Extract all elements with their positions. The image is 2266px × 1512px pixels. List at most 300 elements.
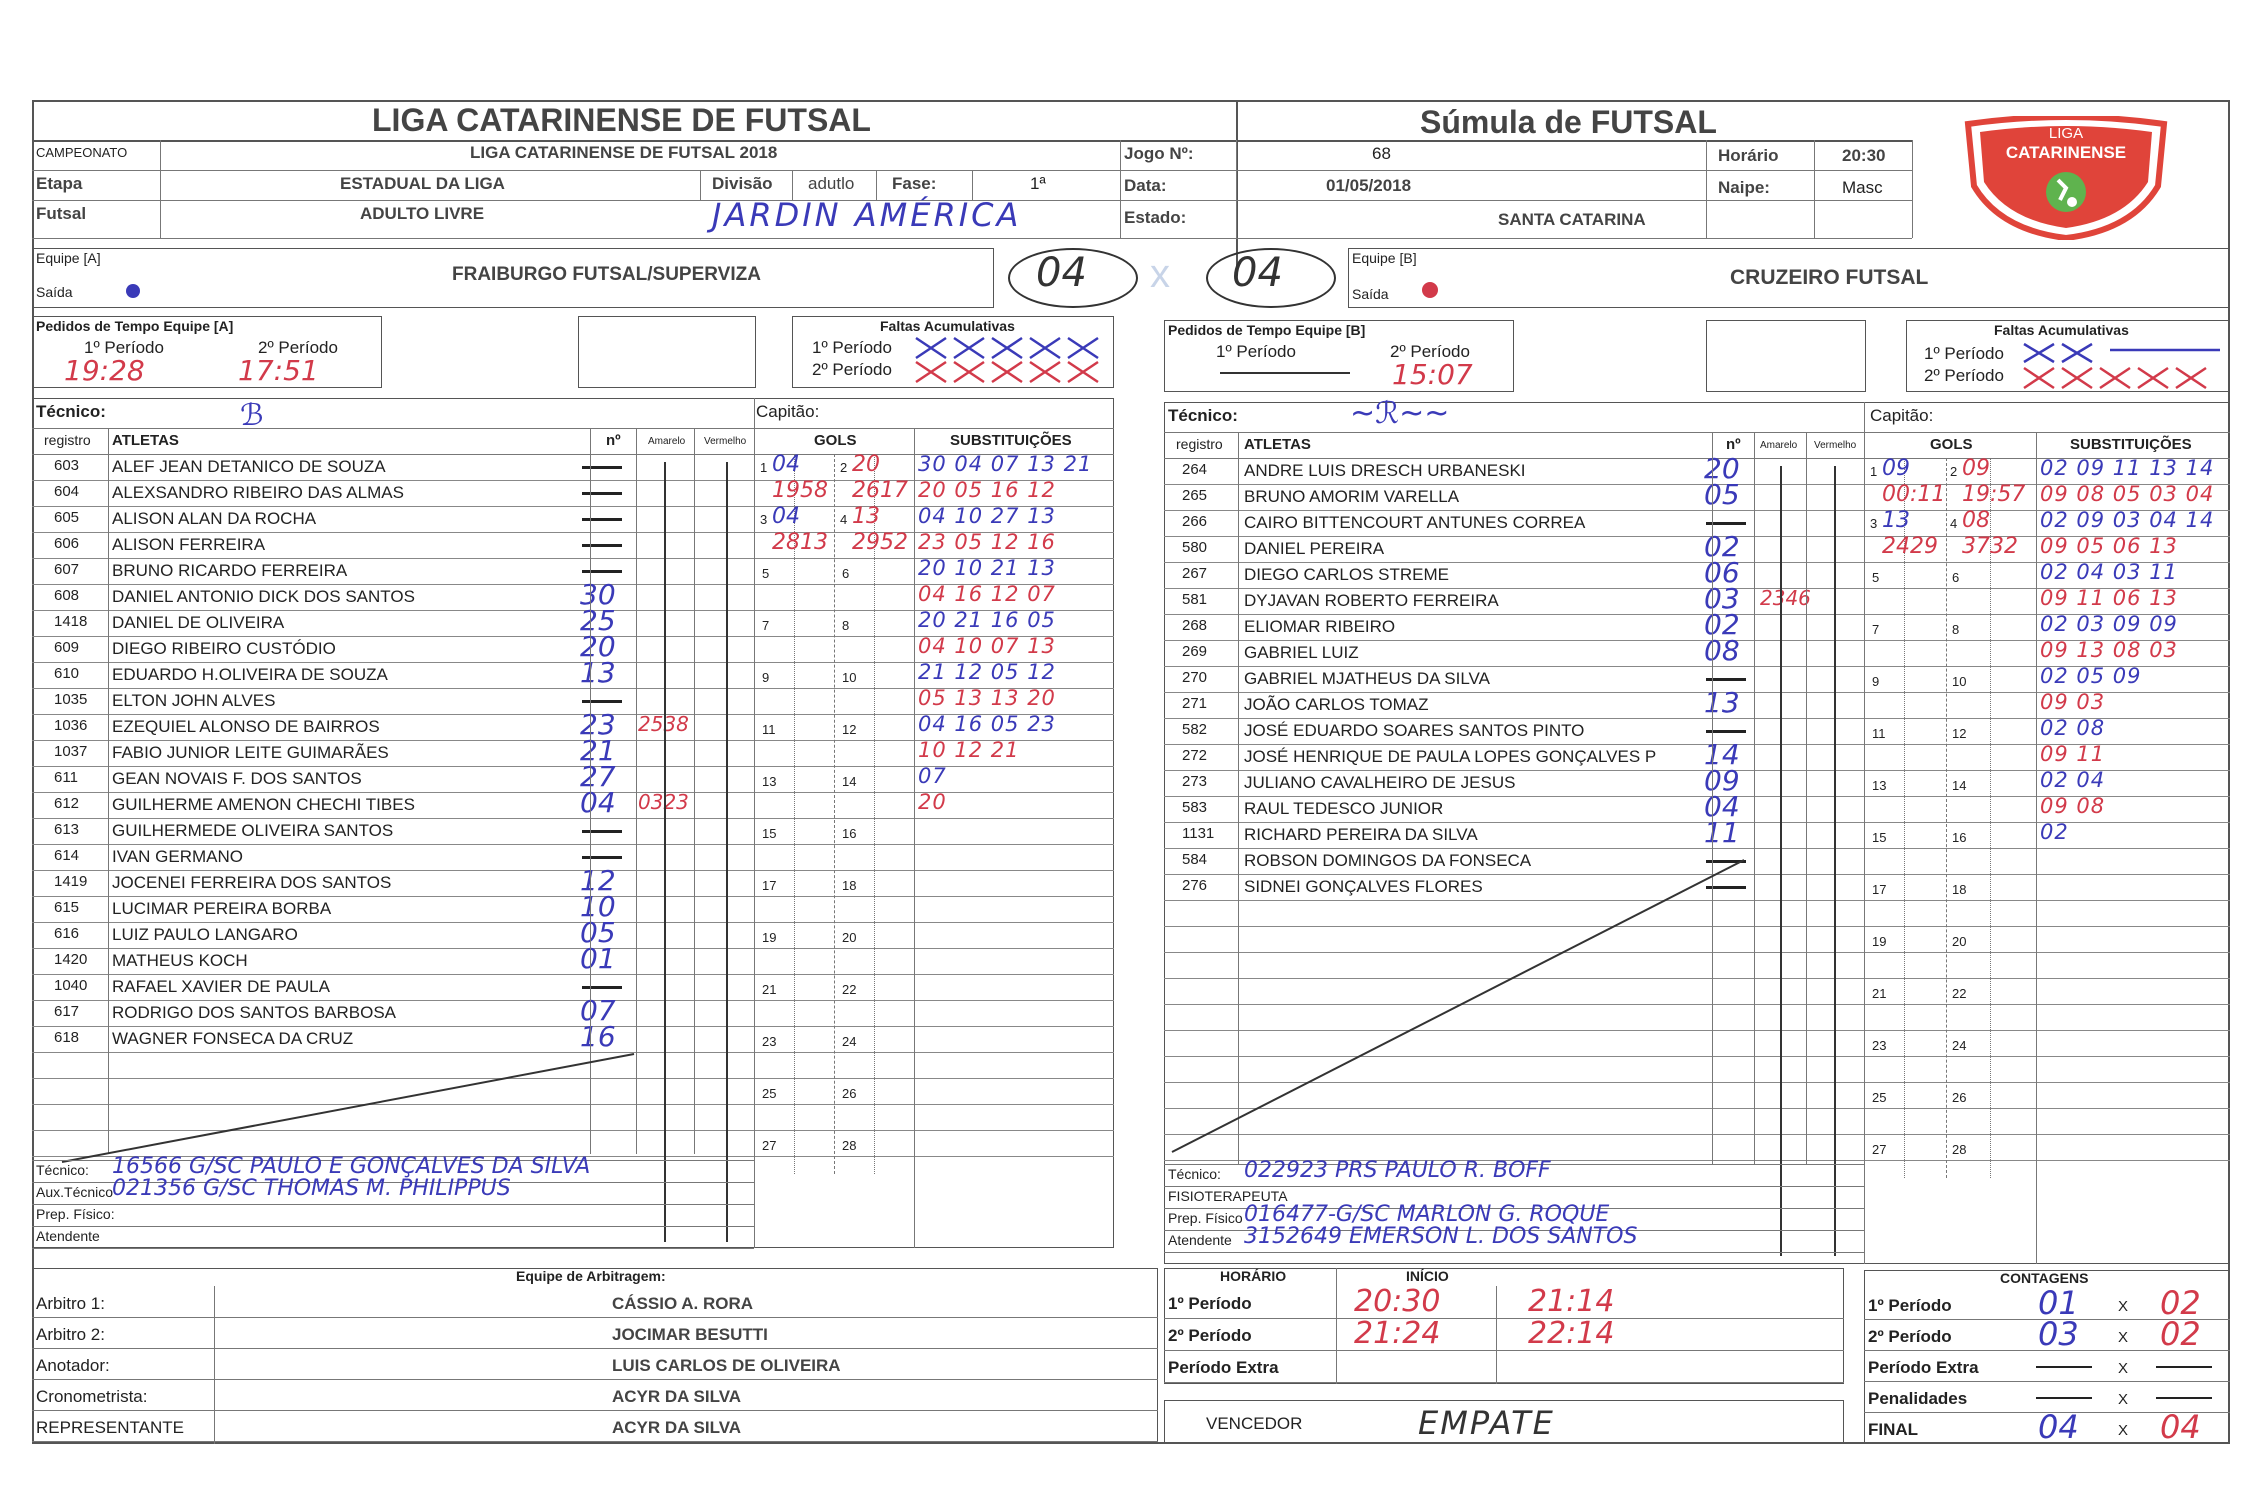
contagem-label: FINAL [1868, 1420, 1919, 1439]
score-separator: x [1150, 252, 1170, 296]
goal-slot-number: 16 [1952, 830, 1967, 845]
staff-value: 16566 G/SC PAULO E GONÇALVES DA SILVA [112, 1154, 591, 1179]
substitution-row: 09 03 [2040, 690, 2106, 714]
player-number: 07 [580, 994, 616, 1027]
period-label: Período Extra [1168, 1358, 1279, 1377]
goal-slot-number: 5 [1872, 570, 1880, 585]
horario-value: 20:30 [1842, 146, 1886, 165]
futsal-label: Futsal [36, 204, 87, 223]
player-number: 13 [580, 656, 616, 689]
goal-slot-number: 7 [762, 618, 770, 633]
goal-number: 4 [840, 512, 848, 527]
team-b-score: 04 [1232, 250, 1283, 296]
horario-title: HORÁRIO [1220, 1268, 1287, 1284]
player-name: GEAN NOVAIS F. DOS SANTOS [112, 769, 362, 788]
player-number: 27 [580, 760, 616, 793]
player-registro: 269 [1182, 643, 1208, 660]
goal-slot-number: 12 [842, 722, 857, 737]
horario-inicio-label: INÍCIO [1406, 1268, 1449, 1284]
substitution-row: 02 09 11 13 14 [2040, 456, 2215, 480]
team-b-tecnico-sign: ~ℛ~~ [1350, 396, 1450, 431]
team-b-col-vermelho: Vermelho [1814, 440, 1857, 451]
goal-slot-number: 11 [762, 722, 776, 737]
player-number: 23 [580, 708, 616, 741]
staff-label: Prep. Físico: [36, 1206, 115, 1222]
player-registro: 615 [54, 899, 80, 916]
goal-player: 08 [1962, 508, 1990, 533]
data-label: Data: [1124, 176, 1167, 195]
player-number: 09 [1704, 764, 1740, 797]
substitution-row: 09 11 [2040, 742, 2106, 766]
player-registro: 605 [54, 509, 80, 526]
goal-slot-number: 13 [1872, 778, 1887, 793]
player-name: DIEGO RIBEIRO CUSTÓDIO [112, 639, 336, 658]
contagem-label: 2º Período [1868, 1327, 1952, 1346]
goal-slot-number: 25 [762, 1086, 777, 1101]
referee-line [32, 1348, 1158, 1349]
contagem-a: 04 [2038, 1408, 2079, 1446]
player-name: FABIO JUNIOR LEITE GUIMARÃES [112, 743, 389, 762]
goal-slot-number: 27 [1872, 1142, 1887, 1157]
team-a-col-atletas: ATLETAS [112, 432, 179, 449]
referee-name: ACYR DA SILVA [612, 1418, 742, 1437]
staff-label: Técnico: [1168, 1166, 1221, 1182]
substitution-row: 10 12 21 [918, 738, 1020, 762]
team-b-faltas-label: Faltas Acumulativas [1994, 322, 2129, 338]
player-name: LUIZ PAULO LANGARO [112, 925, 298, 944]
player-yellow-card: 2538 [638, 712, 689, 736]
team-b-col-gols: GOLS [1930, 436, 1973, 453]
staff-line [32, 1226, 754, 1227]
staff-label: Atendente [1168, 1232, 1232, 1248]
jogo-label: Jogo Nº: [1124, 144, 1194, 163]
goal-slot-number: 22 [842, 982, 857, 997]
period-start: 20:30 [1354, 1284, 1441, 1319]
team-a-p2-label: 2º Período [258, 338, 338, 357]
team-a-substitutions [914, 454, 1114, 854]
player-name: DANIEL PEREIRA [1244, 539, 1385, 558]
team-a-col-num: nº [606, 432, 621, 449]
player-number: 16 [580, 1020, 616, 1053]
player-name: ALISON FERREIRA [112, 535, 266, 554]
contagens-title: CONTAGENS [2000, 1270, 2089, 1286]
goal-slot-number: 23 [1872, 1038, 1887, 1053]
staff-label: Técnico: [36, 1162, 89, 1178]
referee-name: CÁSSIO A. RORA [612, 1294, 754, 1313]
player-registro: 581 [1182, 591, 1208, 608]
player-name: EZEQUIEL ALONSO DE BAIRROS [112, 717, 380, 736]
table-row [32, 994, 1114, 1027]
goal-player: 1958 [772, 478, 828, 503]
goal-player: 04 [772, 504, 800, 529]
team-a-tempo-label: Pedidos de Tempo Equipe [A] [36, 318, 234, 334]
player-registro: 606 [54, 535, 80, 552]
team-a-col-vermelho: Vermelho [704, 436, 747, 447]
player-registro: 608 [54, 587, 80, 604]
team-a-faltas-p2: 2º Período [812, 360, 892, 379]
player-name: BRUNO AMORIM VARELLA [1244, 487, 1460, 506]
player-name: EDUARDO H.OLIVEIRA DE SOUZA [112, 665, 388, 684]
table-row [32, 890, 1114, 923]
goal-player: 20 [852, 452, 880, 477]
contagem-b-dash [2156, 1366, 2212, 1368]
league-title: LIGA CATARINENSE DE FUTSAL [372, 102, 871, 138]
goal-slot-number: 20 [1952, 934, 1967, 949]
horario-rows [1164, 1286, 1844, 1384]
goal-slot-number: 16 [842, 826, 857, 841]
goal-slot-number: 13 [762, 774, 777, 789]
contagem-label: 1º Período [1868, 1296, 1952, 1315]
team-b-staff [1164, 1158, 1864, 1264]
team-a-tempo-p1: 19:28 [64, 354, 145, 387]
team-a-tecnico-label: Técnico: [36, 402, 106, 421]
player-registro: 609 [54, 639, 80, 656]
substitution-row: 05 13 13 20 [918, 686, 1056, 710]
referee-name: ACYR DA SILVA [612, 1387, 742, 1406]
player-number: 21 [580, 734, 616, 767]
goal-slot-number: 9 [1872, 674, 1880, 689]
player-number: 01 [580, 942, 616, 975]
player-registro: 583 [1182, 799, 1208, 816]
vencedor-value: EMPATE [1418, 1404, 1555, 1442]
team-b-label: Equipe [B] [1352, 250, 1417, 266]
player-name: RODRIGO DOS SANTOS BARBOSA [112, 1003, 397, 1022]
contagem-a-dash [2036, 1366, 2092, 1368]
player-registro: 580 [1182, 539, 1208, 556]
goal-number: 3 [760, 512, 768, 527]
goal-slot-number: 21 [1872, 986, 1887, 1001]
player-registro: 267 [1182, 565, 1208, 582]
referee-role: REPRESENTANTE [36, 1418, 184, 1437]
goal-slot-number: 6 [842, 566, 850, 581]
player-number-dash [582, 830, 622, 833]
contagem-b-dash [2156, 1397, 2212, 1399]
contagens-rows [1864, 1284, 2230, 1446]
goal-slot-number: 14 [1952, 778, 1967, 793]
player-name: JOSÉ EDUARDO SOARES SANTOS PINTO [1244, 721, 1585, 740]
referee-role: Anotador: [36, 1356, 110, 1375]
goal-number: 1 [760, 460, 768, 475]
staff-line [32, 1204, 754, 1205]
player-registro: 270 [1182, 669, 1208, 686]
player-name: GUILHERME AMENON CHECHI TIBES [112, 795, 415, 814]
sumula-title: Súmula de FUTSAL [1420, 104, 1717, 140]
contagem-a: 01 [2038, 1284, 2079, 1322]
player-registro: 617 [54, 1003, 80, 1020]
team-b-faltas-marks [2020, 342, 2230, 392]
horario-label: Horário [1718, 146, 1779, 165]
player-number-dash [582, 700, 622, 703]
substitution-row: 23 05 12 16 [918, 530, 1056, 554]
player-name: ALEF JEAN DETANICO DE SOUZA [112, 457, 386, 476]
goal-player: 2617 [852, 478, 908, 503]
substitution-row: 04 16 12 07 [918, 582, 1056, 606]
team-b-tecnico-label: Técnico: [1168, 406, 1238, 425]
team-a-goals [754, 452, 914, 1153]
player-name: RAUL TEDESCO JUNIOR [1244, 799, 1444, 818]
staff-label: Prep. Físico [1168, 1210, 1243, 1226]
team-a-capitao-label: Capitão: [756, 402, 820, 421]
player-registro: 276 [1182, 877, 1208, 894]
campeonato-label: CAMPEONATO [36, 145, 128, 160]
team-a-faltas-p1: 1º Período [812, 338, 892, 357]
staff-label: Atendente [36, 1228, 100, 1244]
goal-slot-number: 24 [1952, 1038, 1967, 1053]
staff-value: 016477-G/SC MARLON G. ROQUE [1244, 1202, 1610, 1227]
player-registro: 273 [1182, 773, 1208, 790]
substitution-row: 20 10 21 13 [918, 556, 1056, 580]
table-row [32, 864, 1114, 897]
player-registro: 611 [54, 769, 78, 786]
player-number: 06 [1704, 556, 1740, 589]
goal-player: 19:57 [1962, 482, 2026, 507]
substitution-row: 20 [918, 790, 947, 814]
contagem-a-dash [2036, 1397, 2092, 1399]
referee-line [32, 1379, 1158, 1380]
substitution-row: 02 04 03 11 [2040, 560, 2178, 584]
referee-role: Arbitro 1: [36, 1294, 105, 1313]
fase-value: 1ª [1030, 174, 1046, 193]
goal-player: 00:11 [1882, 482, 1946, 507]
player-number-dash [582, 570, 622, 573]
period-label: 2º Período [1168, 1326, 1252, 1345]
player-number: 20 [1704, 452, 1740, 485]
contagem-x: X [2118, 1422, 2129, 1439]
goal-slot-number: 28 [842, 1138, 857, 1153]
team-b-p1-label: 1º Período [1216, 342, 1296, 361]
staff-line [32, 1248, 754, 1249]
substitution-row: 21 12 05 12 [918, 660, 1056, 684]
contagem-x: X [2118, 1391, 2129, 1408]
team-a-tecnico-sign: ℬ [240, 398, 264, 433]
team-a-col-subs: SUBSTITUIÇÕES [950, 432, 1072, 449]
player-number-dash [582, 544, 622, 547]
period-line [1164, 1382, 1844, 1383]
goal-slot-number: 18 [842, 878, 857, 893]
period-line [1164, 1350, 1844, 1351]
player-name: JOÃO CARLOS TOMAZ [1244, 695, 1429, 714]
goal-slot-number: 20 [842, 930, 857, 945]
estado-label: Estado: [1124, 208, 1187, 227]
goal-slot-number: 23 [762, 1034, 777, 1049]
team-b-tempo-label: Pedidos de Tempo Equipe [B] [1168, 322, 1366, 338]
goal-slot-number: 21 [762, 982, 777, 997]
goal-slot-number: 14 [842, 774, 857, 789]
team-a-p1-label: 1º Período [84, 338, 164, 357]
estado-value: SANTA CATARINA [1498, 210, 1646, 229]
player-name: DANIEL ANTONIO DICK DOS SANTOS [112, 587, 415, 606]
player-name: ALISON ALAN DA ROCHA [112, 509, 317, 528]
table-row [32, 916, 1114, 949]
staff-value: 3152649 EMERSON L. DOS SANTOS [1244, 1224, 1638, 1249]
substitution-row: 20 21 16 05 [918, 608, 1056, 632]
period-start: 21:24 [1354, 1316, 1441, 1351]
campeonato-value: LIGA CATARINENSE DE FUTSAL 2018 [470, 143, 778, 162]
staff-label: FISIOTERAPEUTA [1168, 1188, 1288, 1204]
player-number: 11 [1704, 816, 1740, 849]
team-b-blank-box [1706, 320, 1866, 392]
goal-slot-number: 10 [1952, 674, 1967, 689]
referee-line [32, 1317, 1158, 1318]
referee-line [32, 1410, 1158, 1411]
referee-name: LUIS CARLOS DE OLIVEIRA [612, 1356, 841, 1375]
contagem-x: X [2118, 1298, 2129, 1315]
player-number: 10 [580, 890, 616, 923]
player-registro: 582 [1182, 721, 1208, 738]
referee-role: Cronometrista: [36, 1387, 148, 1406]
player-number: 13 [1704, 686, 1740, 719]
team-b-saida-mark [1422, 282, 1438, 298]
team-a-strike-line [60, 1050, 640, 1170]
goal-player: 09 [1882, 456, 1910, 481]
team-b-col-num: nº [1726, 436, 1741, 453]
team-a-saida-mark [126, 284, 140, 298]
player-number: 02 [1704, 608, 1740, 641]
team-b-p2-label: 2º Período [1390, 342, 1470, 361]
player-name: GABRIEL LUIZ [1244, 643, 1359, 662]
player-registro: 272 [1182, 747, 1208, 764]
player-registro: 1035 [54, 691, 88, 708]
player-number: 04 [580, 786, 616, 819]
substitution-row: 04 10 27 13 [918, 504, 1056, 528]
player-number: 02 [1704, 530, 1740, 563]
player-number: 04 [1704, 790, 1740, 823]
substitution-row: 02 [2040, 820, 2069, 844]
league-logo [1962, 116, 2170, 240]
player-name: SIDNEI GONÇALVES FLORES [1244, 877, 1483, 896]
player-number-dash [582, 466, 622, 469]
team-a-tempo-p2: 17:51 [238, 354, 319, 387]
fase-label: Fase: [892, 174, 937, 193]
goal-player: 2429 [1882, 534, 1938, 559]
player-registro: 584 [1182, 851, 1208, 868]
team-a-score: 04 [1036, 250, 1087, 296]
player-registro: 266 [1182, 513, 1208, 530]
jogo-value: 68 [1372, 144, 1391, 163]
arbitragem-title: Equipe de Arbitragem: [516, 1268, 666, 1284]
player-name: ALEXSANDRO RIBEIRO DAS ALMAS [112, 483, 404, 502]
goal-slot-number: 15 [762, 826, 777, 841]
arbitragem-rows [32, 1286, 1158, 1444]
staff-line [1164, 1252, 1864, 1253]
team-a-faltas-marks [912, 336, 1112, 386]
team-b-col-registro: registro [1176, 436, 1223, 452]
contagem-b: 02 [2160, 1284, 2201, 1322]
svg-text:CATARINENSE: CATARINENSE [2005, 143, 2127, 162]
goal-slot-number: 17 [762, 878, 777, 893]
goal-number: 2 [1950, 464, 1958, 479]
goal-slot-number: 18 [1952, 882, 1967, 897]
staff-value: 021356 G/SC THOMAS M. PHILIPPUS [112, 1176, 511, 1201]
contagem-x: X [2118, 1360, 2129, 1377]
goal-slot-number: 24 [842, 1034, 857, 1049]
substitution-row: 02 08 [2040, 716, 2106, 740]
team-a-label: Equipe [A] [36, 250, 101, 266]
goal-slot-number: 6 [1952, 570, 1960, 585]
player-name: LUCIMAR PEREIRA BORBA [112, 899, 332, 918]
player-number: 30 [580, 578, 616, 611]
player-number-dash [582, 986, 622, 989]
player-name: WAGNER FONSECA DA CRUZ [112, 1029, 354, 1048]
goal-slot-number: 19 [1872, 934, 1887, 949]
player-registro: 1131 [1182, 825, 1215, 842]
goal-slot-number: 19 [762, 930, 777, 945]
contagem-label: Período Extra [1868, 1358, 1979, 1377]
goal-slot-number: 11 [1872, 726, 1886, 741]
team-b-substitutions [2036, 458, 2230, 878]
goal-slot-number: 22 [1952, 986, 1967, 1001]
team-b-tempo-p1-dash [1220, 372, 1350, 374]
table-row [32, 974, 1114, 1001]
player-name: MATHEUS KOCH [112, 951, 248, 970]
naipe-value: Masc [1842, 178, 1883, 197]
referee-role: Arbitro 2: [36, 1325, 105, 1344]
player-number: 03 [1704, 582, 1740, 615]
player-registro: 1037 [54, 743, 88, 760]
player-yellow-card: 0323 [638, 790, 689, 814]
player-number-dash [582, 518, 622, 521]
contagem-a: 03 [2038, 1315, 2079, 1353]
referee-line [32, 1441, 1158, 1442]
team-b-col-subs: SUBSTITUIÇÕES [2070, 436, 2192, 453]
staff-value: 022923 PRS PAULO R. BOFF [1244, 1158, 1551, 1183]
goal-number: 2 [840, 460, 848, 475]
substitution-row: 02 09 03 04 14 [2040, 508, 2215, 532]
contagem-line [1864, 1350, 2230, 1351]
player-name: CAIRO BITTENCOURT ANTUNES CORREA [1244, 513, 1586, 532]
player-registro: 618 [54, 1029, 80, 1046]
etapa-value: ESTADUAL DA LIGA [340, 174, 505, 193]
team-b-faltas-p1: 1º Período [1924, 344, 2004, 363]
substitution-row: 20 05 16 12 [918, 478, 1056, 502]
team-a-name: FRAIBURGO FUTSAL/SUPERVIZA [452, 264, 761, 285]
substitution-row: 09 13 08 03 [2040, 638, 2178, 662]
etapa-label: Etapa [36, 174, 83, 193]
goal-slot-number: 12 [1952, 726, 1967, 741]
team-b-capitao-label: Capitão: [1870, 406, 1934, 425]
player-registro: 616 [54, 925, 80, 942]
substitution-row: 09 05 06 13 [2040, 534, 2178, 558]
naipe-label: Naipe: [1718, 178, 1770, 197]
player-registro: 1040 [54, 977, 88, 994]
divisao-label: Divisão [712, 174, 773, 193]
referee-name: JOCIMAR BESUTTI [612, 1325, 768, 1344]
contagem-x: X [2118, 1329, 2129, 1346]
player-number-dash [582, 856, 622, 859]
table-row [32, 942, 1114, 975]
player-registro: 612 [54, 795, 80, 812]
contagem-b: 04 [2160, 1408, 2201, 1446]
substitution-row: 02 04 [2040, 768, 2106, 792]
contagem-label: Penalidades [1868, 1389, 1968, 1408]
player-number: 20 [580, 630, 616, 663]
player-registro: 1419 [54, 873, 88, 890]
goal-player: 3732 [1962, 534, 2018, 559]
player-registro: 614 [54, 847, 80, 864]
goal-slot-number: 28 [1952, 1142, 1967, 1157]
goal-slot-number: 25 [1872, 1090, 1887, 1105]
svg-text:LIGA: LIGA [2048, 125, 2084, 142]
team-b-tempo-p2: 15:07 [1392, 358, 1473, 391]
goal-slot-number: 17 [1872, 882, 1887, 897]
goal-number: 4 [1950, 516, 1958, 531]
player-registro: 1418 [54, 613, 88, 630]
team-a-col-gols: GOLS [814, 432, 857, 449]
goal-slot-number: 8 [842, 618, 850, 633]
player-registro: 265 [1182, 487, 1208, 504]
player-registro: 610 [54, 665, 80, 682]
goal-player: 13 [852, 504, 880, 529]
